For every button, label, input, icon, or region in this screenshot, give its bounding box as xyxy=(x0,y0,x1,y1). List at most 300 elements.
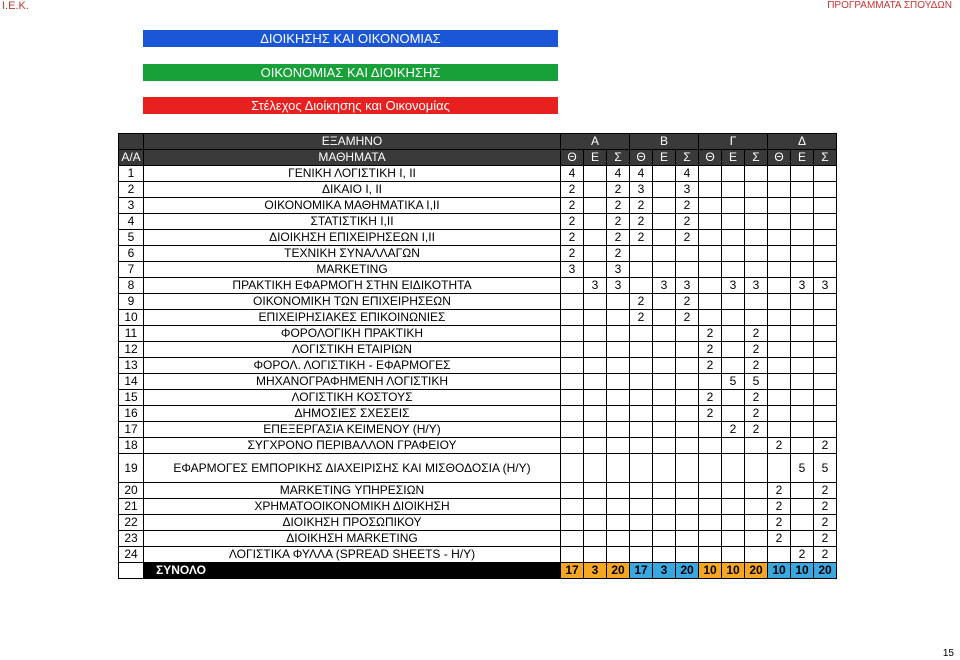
hours-cell: 2 xyxy=(768,531,791,547)
hours-cell xyxy=(653,342,676,358)
course-name: ΔΗΜΟΣΙΕΣ ΣΧΕΣΕΙΣ xyxy=(144,406,561,422)
hours-cell xyxy=(561,547,584,563)
hours-cell xyxy=(791,483,814,499)
hours-cell: 2 xyxy=(630,198,653,214)
hours-cell xyxy=(676,390,699,406)
hours-cell xyxy=(745,483,768,499)
hours-cell xyxy=(722,483,745,499)
hours-cell xyxy=(584,294,607,310)
sub-header-cell: Σ xyxy=(745,150,768,166)
hours-cell xyxy=(607,374,630,390)
hours-cell xyxy=(768,390,791,406)
hours-cell xyxy=(584,214,607,230)
hours-cell: 2 xyxy=(814,531,837,547)
table-row xyxy=(119,374,837,390)
hours-cell xyxy=(768,262,791,278)
hours-cell: 2 xyxy=(768,515,791,531)
table-row xyxy=(119,499,837,515)
hours-cell xyxy=(699,422,722,438)
hours-cell: 2 xyxy=(561,230,584,246)
hours-cell xyxy=(607,531,630,547)
hours-cell xyxy=(699,182,722,198)
hours-cell xyxy=(814,166,837,182)
hours-cell: 2 xyxy=(745,358,768,374)
hours-cell: 2 xyxy=(630,310,653,326)
row-number: 21 xyxy=(119,499,144,515)
hours-cell xyxy=(814,198,837,214)
row-number: 6 xyxy=(119,246,144,262)
title-band-1: ΔΙΟΙΚΗΣΗΣ ΚΑΙ ΟΙΚΟΝΟΜΙΑΣ xyxy=(143,30,558,47)
hours-cell xyxy=(653,515,676,531)
hours-cell: 2 xyxy=(745,342,768,358)
total-value: 20 xyxy=(676,563,699,579)
sub-header-cell: Ε xyxy=(584,150,607,166)
hours-cell xyxy=(791,358,814,374)
hours-cell xyxy=(630,483,653,499)
course-name: ΦΟΡΟΛΟΓΙΚΗ ΠΡΑΚΤΙΚΗ xyxy=(144,326,561,342)
hours-cell xyxy=(722,390,745,406)
course-name: ΧΡΗΜΑΤΟΟΙΚΟΝΟΜΙΚΗ ΔΙΟΙΚΗΣΗ xyxy=(144,499,561,515)
course-name: ΦΟΡΟΛ. ΛΟΓΙΣΤΙΚΗ - ΕΦΑΡΜΟΓΕΣ xyxy=(144,358,561,374)
table-row xyxy=(119,310,837,326)
hours-cell xyxy=(745,166,768,182)
hours-cell xyxy=(676,262,699,278)
hours-cell: 2 xyxy=(676,294,699,310)
hours-cell: 2 xyxy=(607,198,630,214)
hours-cell xyxy=(584,230,607,246)
hours-cell xyxy=(653,499,676,515)
row-number: 10 xyxy=(119,310,144,326)
course-name: ΜΗΧΑΝΟΓΡΑΦΗΜΕΝΗ ΛΟΓΙΣΤΙΚΗ xyxy=(144,374,561,390)
hours-cell xyxy=(676,358,699,374)
hours-cell xyxy=(722,547,745,563)
hours-cell xyxy=(630,499,653,515)
hours-cell: 2 xyxy=(814,483,837,499)
hours-cell xyxy=(653,214,676,230)
hours-cell xyxy=(699,515,722,531)
hours-cell: 2 xyxy=(630,294,653,310)
total-value: 20 xyxy=(745,563,768,579)
table-row xyxy=(119,166,837,182)
hours-cell xyxy=(768,374,791,390)
table-row xyxy=(119,198,837,214)
hours-cell xyxy=(791,326,814,342)
hours-cell xyxy=(653,358,676,374)
hours-cell xyxy=(768,310,791,326)
hours-cell xyxy=(768,406,791,422)
hours-cell xyxy=(745,214,768,230)
hours-cell xyxy=(584,483,607,499)
hours-cell xyxy=(745,547,768,563)
hours-cell: 2 xyxy=(814,438,837,454)
hours-cell xyxy=(722,499,745,515)
table-row xyxy=(119,278,837,294)
table-row xyxy=(119,515,837,531)
hours-cell xyxy=(699,230,722,246)
semester-c: Γ xyxy=(699,134,768,150)
hours-cell xyxy=(676,374,699,390)
semester-b: Β xyxy=(630,134,699,150)
hours-cell xyxy=(699,278,722,294)
row-number: 22 xyxy=(119,515,144,531)
hours-cell xyxy=(768,547,791,563)
hours-cell: 2 xyxy=(699,406,722,422)
hours-cell: 3 xyxy=(676,278,699,294)
hours-cell xyxy=(768,230,791,246)
hours-cell xyxy=(561,278,584,294)
hours-cell xyxy=(722,198,745,214)
hours-cell: 2 xyxy=(722,422,745,438)
hours-cell xyxy=(745,246,768,262)
course-name: ΠΡΑΚΤΙΚΗ ΕΦΑΡΜΟΓΗ ΣΤΗΝ ΕΙΔΙΚΟΤΗΤΑ xyxy=(144,278,561,294)
table-row xyxy=(119,262,837,278)
hours-cell xyxy=(653,198,676,214)
table-row xyxy=(119,438,837,454)
row-number: 2 xyxy=(119,182,144,198)
hours-cell xyxy=(630,374,653,390)
hours-cell: 2 xyxy=(699,390,722,406)
hours-cell xyxy=(653,438,676,454)
course-name: ΕΠΙΧΕΙΡΗΣΙΑΚΕΣ ΕΠΙΚΟΙΝΩΝΙΕΣ xyxy=(144,310,561,326)
hours-cell: 2 xyxy=(630,214,653,230)
hours-cell xyxy=(561,483,584,499)
hours-cell xyxy=(630,390,653,406)
total-value: 10 xyxy=(768,563,791,579)
hours-cell xyxy=(561,342,584,358)
hours-cell xyxy=(791,342,814,358)
hours-cell xyxy=(584,406,607,422)
table-row xyxy=(119,454,837,483)
hours-cell: 5 xyxy=(791,454,814,483)
table-row xyxy=(119,246,837,262)
semester-label: ΕΞΑΜΗΝΟ xyxy=(144,134,561,150)
hours-cell xyxy=(699,499,722,515)
hours-cell xyxy=(653,246,676,262)
hours-cell xyxy=(561,422,584,438)
table-row xyxy=(119,358,837,374)
hours-cell xyxy=(607,406,630,422)
hours-cell xyxy=(561,438,584,454)
hours-cell xyxy=(722,358,745,374)
course-name: ΔΙΟΙΚΗΣΗ ΠΡΟΣΩΠΙΚΟΥ xyxy=(144,515,561,531)
sub-header-cell: Θ xyxy=(699,150,722,166)
hours-cell xyxy=(561,515,584,531)
hours-cell: 2 xyxy=(768,499,791,515)
hours-cell xyxy=(584,531,607,547)
hours-cell xyxy=(699,483,722,499)
hours-cell: 2 xyxy=(791,547,814,563)
hours-cell xyxy=(653,547,676,563)
course-name: ΔΙΚΑΙΟ Ι, ΙΙ xyxy=(144,182,561,198)
course-name: ΕΦΑΡΜΟΓΕΣ ΕΜΠΟΡΙΚΗΣ ΔΙΑΧΕΙΡΙΣΗΣ ΚΑΙ ΜΙΣΘΟΔΟΣΙΑ (Η/Υ) xyxy=(144,454,561,483)
hours-cell xyxy=(814,326,837,342)
total-row xyxy=(119,563,837,579)
hours-cell: 3 xyxy=(630,182,653,198)
hours-cell xyxy=(791,246,814,262)
course-name: ΛΟΓΙΣΤΙΚΗ ΚΟΣΤΟΥΣ xyxy=(144,390,561,406)
hours-cell xyxy=(676,483,699,499)
table-row xyxy=(119,182,837,198)
hours-cell xyxy=(745,515,768,531)
hours-cell xyxy=(768,326,791,342)
row-number: 8 xyxy=(119,278,144,294)
table-row xyxy=(119,547,837,563)
hours-cell xyxy=(791,422,814,438)
hours-cell xyxy=(630,547,653,563)
total-value: 17 xyxy=(561,563,584,579)
hours-cell: 2 xyxy=(814,499,837,515)
hours-cell: 2 xyxy=(699,358,722,374)
hours-cell xyxy=(814,230,837,246)
hours-cell xyxy=(722,454,745,483)
hours-cell xyxy=(607,499,630,515)
hours-cell: 2 xyxy=(699,342,722,358)
hours-cell xyxy=(791,515,814,531)
course-name: ΣΤΑΤΙΣΤΙΚΗ Ι,ΙΙ xyxy=(144,214,561,230)
hours-cell xyxy=(561,454,584,483)
hours-cell xyxy=(630,406,653,422)
hours-cell: 2 xyxy=(561,198,584,214)
hours-cell xyxy=(676,454,699,483)
hours-cell xyxy=(630,326,653,342)
hours-cell xyxy=(722,406,745,422)
hours-cell xyxy=(607,422,630,438)
hours-cell xyxy=(699,262,722,278)
hours-cell xyxy=(791,438,814,454)
hours-cell xyxy=(607,342,630,358)
hours-cell xyxy=(584,422,607,438)
hours-cell xyxy=(584,390,607,406)
hours-cell: 5 xyxy=(814,454,837,483)
hours-cell xyxy=(584,342,607,358)
hours-cell xyxy=(768,342,791,358)
hours-cell: 4 xyxy=(561,166,584,182)
hours-cell xyxy=(653,294,676,310)
header-left: I.E.K. xyxy=(2,0,29,12)
hours-cell xyxy=(791,499,814,515)
table-row xyxy=(119,483,837,499)
hours-cell xyxy=(653,483,676,499)
hours-cell xyxy=(791,262,814,278)
hours-cell xyxy=(607,310,630,326)
row-number: 4 xyxy=(119,214,144,230)
hours-cell xyxy=(584,262,607,278)
hours-cell: 2 xyxy=(814,547,837,563)
hours-cell: 2 xyxy=(561,246,584,262)
hours-cell xyxy=(584,182,607,198)
hours-cell xyxy=(699,310,722,326)
hours-cell xyxy=(607,294,630,310)
course-name: ΓΕΝΙΚΗ ΛΟΓΙΣΤΙΚΗ Ι, ΙΙ xyxy=(144,166,561,182)
hours-cell xyxy=(722,182,745,198)
hours-cell xyxy=(630,531,653,547)
row-number: 17 xyxy=(119,422,144,438)
header-right: ΠΡΟΓΡΑΜΜΑΤΑ ΣΠΟΥΔΩΝ xyxy=(827,0,952,11)
hours-cell xyxy=(653,531,676,547)
row-number: 20 xyxy=(119,483,144,499)
course-name: ΛΟΓΙΣΤΙΚΑ ΦΥΛΛΑ (SPREAD SHEETS - Η/Υ) xyxy=(144,547,561,563)
hours-cell xyxy=(791,406,814,422)
hours-cell xyxy=(584,454,607,483)
hours-cell xyxy=(791,198,814,214)
row-number: 18 xyxy=(119,438,144,454)
hours-cell xyxy=(791,294,814,310)
sub-header-cell: Σ xyxy=(814,150,837,166)
courses-header: ΜΑΘΗΜΑΤΑ xyxy=(144,150,561,166)
hours-cell xyxy=(607,454,630,483)
hours-cell xyxy=(676,246,699,262)
hours-cell xyxy=(561,499,584,515)
hours-cell: 3 xyxy=(814,278,837,294)
course-name: ΔΙΟΙΚΗΣΗ MARKETING xyxy=(144,531,561,547)
hours-cell xyxy=(584,246,607,262)
column-header-row xyxy=(119,150,837,166)
hours-cell xyxy=(745,230,768,246)
row-number: 3 xyxy=(119,198,144,214)
hours-cell xyxy=(791,230,814,246)
hours-cell xyxy=(630,246,653,262)
blank-cell xyxy=(119,134,144,150)
hours-cell: 2 xyxy=(814,515,837,531)
hours-cell xyxy=(745,454,768,483)
hours-cell: 3 xyxy=(607,278,630,294)
hours-cell xyxy=(561,358,584,374)
hours-cell xyxy=(699,438,722,454)
hours-cell xyxy=(722,246,745,262)
hours-cell xyxy=(607,547,630,563)
hours-cell xyxy=(584,499,607,515)
hours-cell xyxy=(630,342,653,358)
hours-cell xyxy=(584,515,607,531)
hours-cell: 2 xyxy=(561,214,584,230)
hours-cell: 3 xyxy=(722,278,745,294)
row-number: 23 xyxy=(119,531,144,547)
hours-cell xyxy=(584,438,607,454)
row-number: 11 xyxy=(119,326,144,342)
hours-cell: 4 xyxy=(607,166,630,182)
semester-header-row xyxy=(119,134,837,150)
table-row xyxy=(119,406,837,422)
hours-cell xyxy=(814,182,837,198)
hours-cell xyxy=(722,515,745,531)
hours-cell xyxy=(630,278,653,294)
hours-cell xyxy=(768,182,791,198)
hours-cell xyxy=(768,454,791,483)
sub-header-cell: Ε xyxy=(791,150,814,166)
hours-cell: 2 xyxy=(745,406,768,422)
hours-cell: 2 xyxy=(607,182,630,198)
table-row xyxy=(119,294,837,310)
aa-header: Α/Α xyxy=(119,150,144,166)
sub-header-cell: Θ xyxy=(630,150,653,166)
hours-cell xyxy=(584,326,607,342)
hours-cell xyxy=(653,422,676,438)
hours-cell: 3 xyxy=(676,182,699,198)
row-number: 24 xyxy=(119,547,144,563)
hours-cell xyxy=(722,262,745,278)
sub-header-cell: Ε xyxy=(653,150,676,166)
hours-cell xyxy=(791,390,814,406)
hours-cell xyxy=(722,214,745,230)
hours-cell xyxy=(676,406,699,422)
hours-cell xyxy=(722,166,745,182)
course-name: ΤΕΧΝΙΚΗ ΣΥΝΑΛΛΑΓΩΝ xyxy=(144,246,561,262)
hours-cell: 3 xyxy=(607,262,630,278)
hours-cell xyxy=(745,198,768,214)
hours-cell: 2 xyxy=(745,326,768,342)
hours-cell xyxy=(676,531,699,547)
total-value: 3 xyxy=(653,563,676,579)
hours-cell: 3 xyxy=(561,262,584,278)
hours-cell: 2 xyxy=(745,422,768,438)
course-name: ΛΟΓΙΣΤΙΚΗ ΕΤΑΙΡΙΩΝ xyxy=(144,342,561,358)
hours-cell xyxy=(676,547,699,563)
hours-cell xyxy=(676,422,699,438)
hours-cell xyxy=(768,358,791,374)
row-number: 15 xyxy=(119,390,144,406)
hours-cell xyxy=(561,406,584,422)
hours-cell: 3 xyxy=(584,278,607,294)
total-value: 3 xyxy=(584,563,607,579)
hours-cell xyxy=(699,531,722,547)
hours-cell xyxy=(607,483,630,499)
hours-cell xyxy=(653,310,676,326)
hours-cell xyxy=(722,294,745,310)
hours-cell xyxy=(699,454,722,483)
hours-cell xyxy=(561,310,584,326)
hours-cell xyxy=(722,310,745,326)
hours-cell xyxy=(630,422,653,438)
hours-cell xyxy=(699,214,722,230)
sub-header-cell: Ε xyxy=(722,150,745,166)
total-value: 10 xyxy=(699,563,722,579)
hours-cell xyxy=(791,182,814,198)
table-row xyxy=(119,214,837,230)
row-number: 14 xyxy=(119,374,144,390)
hours-cell xyxy=(561,374,584,390)
hours-cell xyxy=(653,166,676,182)
hours-cell: 4 xyxy=(630,166,653,182)
hours-cell: 5 xyxy=(745,374,768,390)
hours-cell xyxy=(814,246,837,262)
hours-cell: 2 xyxy=(768,483,791,499)
hours-cell xyxy=(722,342,745,358)
hours-cell xyxy=(676,515,699,531)
hours-cell xyxy=(768,422,791,438)
page-number: 15 xyxy=(942,648,954,659)
hours-cell xyxy=(814,390,837,406)
hours-cell xyxy=(676,438,699,454)
row-number: 16 xyxy=(119,406,144,422)
total-value: 17 xyxy=(630,563,653,579)
hours-cell xyxy=(630,454,653,483)
table-row xyxy=(119,531,837,547)
hours-cell: 3 xyxy=(745,278,768,294)
hours-cell xyxy=(791,374,814,390)
total-blank-cell xyxy=(119,563,144,579)
hours-cell xyxy=(722,230,745,246)
hours-cell xyxy=(676,342,699,358)
course-name: ΟΙΚΟΝΟΜΙΚΗ ΤΩΝ ΕΠΙΧΕΙΡΗΣΕΩΝ xyxy=(144,294,561,310)
hours-cell xyxy=(745,438,768,454)
hours-cell xyxy=(584,374,607,390)
hours-cell xyxy=(607,326,630,342)
hours-cell xyxy=(653,454,676,483)
hours-cell xyxy=(699,166,722,182)
hours-cell xyxy=(745,182,768,198)
hours-cell xyxy=(653,374,676,390)
course-name: ΔΙΟΙΚΗΣΗ ΕΠΙΧΕΙΡΗΣΕΩΝ Ι,ΙΙ xyxy=(144,230,561,246)
